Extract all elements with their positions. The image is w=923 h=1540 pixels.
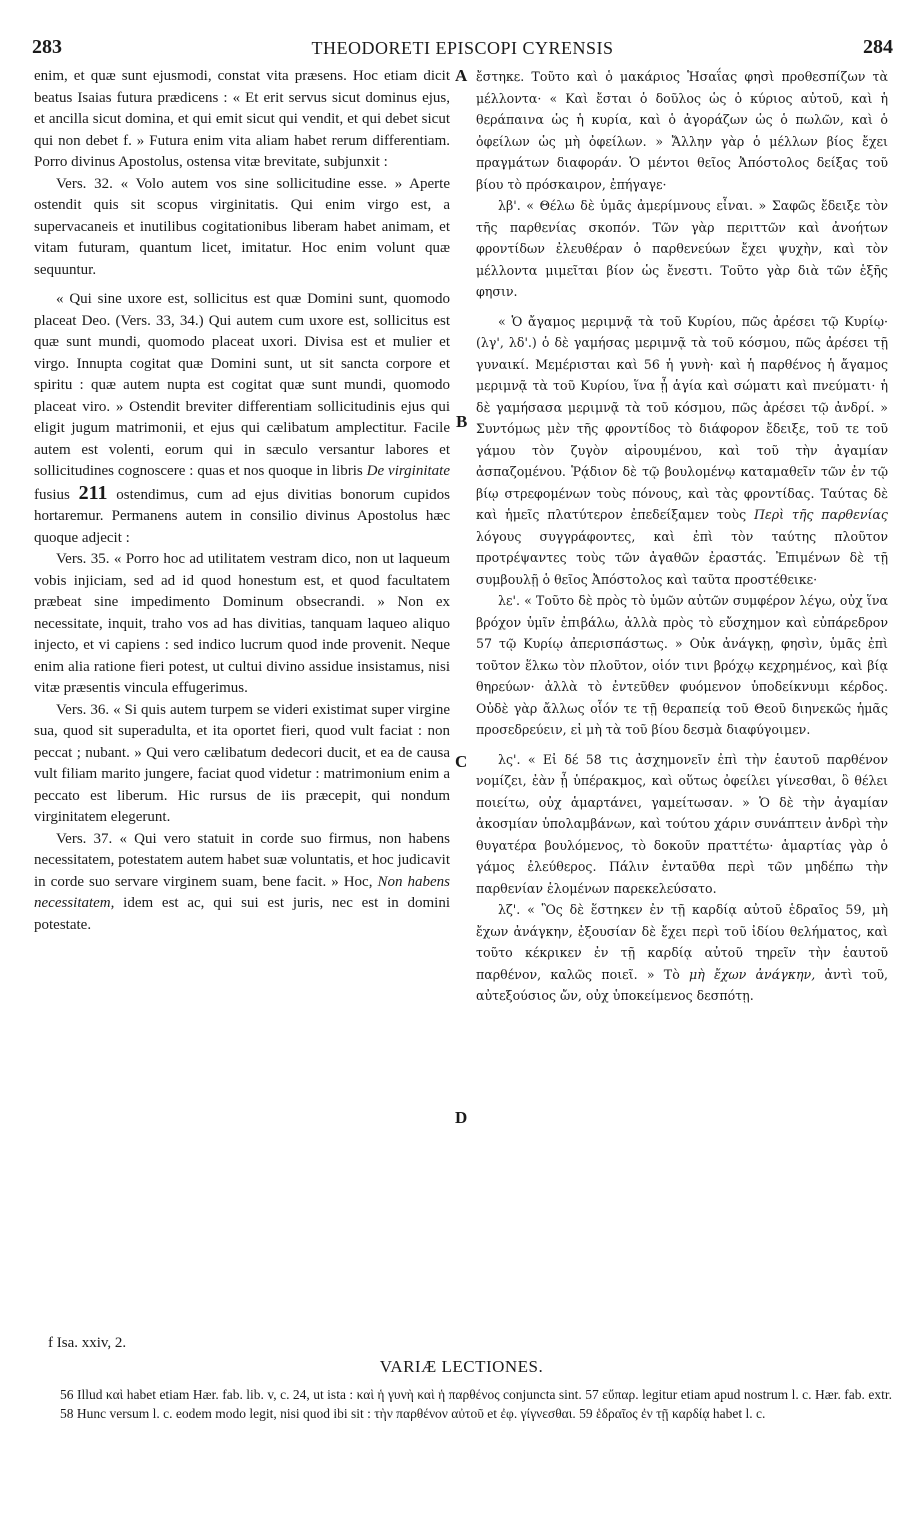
column-marker-c: C — [455, 752, 468, 771]
latin-paragraph-3-text-c: ostendimus, cum ad ejus divitias bonorum cupidos hortaremur. Permanens autem in consilio divinus Apostolus hæc quoque adjecit : — [34, 486, 451, 546]
de-virginitate-title: De virginitate — [366, 463, 450, 479]
latin-paragraph-2: Vers. 32. « Volo autem vos sine sollicitudine esse. » Aperte ostendit quis sit scopus virginitatis. Qui enim virgo est, a supervacaneis et inutilibus cogitationibus liberam habet animam, et vitam futuram, quantum licet, imitatur. Hoc enim volunt quæ sequuntur. — [34, 175, 450, 278]
column-marker-a: A — [455, 66, 468, 85]
peri-parthenias-title: Περὶ τῆς παρθενίας — [753, 507, 888, 522]
latin-paragraph-5: Vers. 36. « Si quis autem turpem se videri existimat super virgine sua, quod sit superadulta, et ita oportet fieri, quod vult faciat : non peccat ; nubant. » Qui vero cælibatum dedecori ducit, et ea de causa vult filiam marito jungere, faciat quod videtur : matrimonium enim a peccato est liberum. Hic rursus de iis præcepit, qui nondum virginitatem elegerunt. — [34, 701, 450, 825]
greek-paragraph-4: λε'. « Τοῦτο δὲ πρὸς τὸ ὑμῶν αὐτῶν συμφέρον λέγω, οὐχ ἵνα βρόχον ὑμῖν ἐπιβάλω, ἀλλὰ πρὸς τὸ εὔσχημον καὶ εὐπάρεδρον 57 τῷ Κυρίῳ ἀπερισπάστως. » Οὐκ ἀνάγκῃ, φησὶν, ὑμᾶς ἐπὶ τοῦτον ἕλκω τὸν πλοῦτον, οἱόν τινι βρόχῳ κεχρημένος, καὶ βίᾳ θηρεύων· ἀλλὰ τὸ ἐντεῦθεν φυόμενον ὑποδείκνυμι κέρδος. Οὐδὲ γὰρ ἄλλως οἷόν τε τῇ θεραπείᾳ τοῦ Θεοῦ διηνεκῶς ἡμᾶς προσεδρεύειν, εἰ μὴ τὰ τοῦ βίου δεσμὰ διαφύγοιμεν. — [476, 593, 888, 737]
variae-lectiones-notes: 56 Illud καὶ habet etiam Hær. fab. lib. v, c. 24, ut ista : καὶ ἡ γυνὴ καὶ ἡ παρθένος conjuncta sint. 57 εὔπαρ. legitur etiam apud nostrum l. c. Hær. fab. extr. 58 Hunc versum l. c. eodem modo legit, nisi quod ibi sit : τὴν παρθένον αὐτοῦ et ἐφ. γίγνεσθαι. 59 ἑδραῖος ἐν τῇ καρδίᾳ habet l. c. — [60, 1387, 892, 1421]
latin-paragraph-1: enim, et quæ sunt ejusmodi, constat vita præsens. Hoc etiam dicit beatus Isaias futura prædicens : « Et erit servus sicut dominus ejus, et ancilla sicut domina, et qui emit sicut qui vendit, et qui debet sicut qui non debet f. » Futura enim vita aliam habet rerum differentiam. Porro divinus Apostolus, ostensa vitæ brevitate, subjunxit : — [34, 68, 450, 170]
latin-paragraph-3-text: « Qui sine uxore est, sollicitus est quæ Domini sunt, quomodo placeat Deo. (Vers. 33, 34.) Qui autem cum uxore est, sollicitus est quæ sunt mundi, quomodo placeat uxori. Divisa est et mulier et virgo. Innupta cogitat quæ Domini sunt, ut sit sancta corpore et spiritu : quæ autem nupta est cogitat quæ sunt mundi, quomodo placeat viro. » Ostendit breviter differentiam sollicitudinis ejus qui eligit jugum matrimonii, et ejus qui cælibatum amplectitur. Facile autem est volenti, eorum qui in sæculo versantur labores et sollicitudines cognoscere : quas et nos quoque in libris — [34, 291, 450, 479]
latin-paragraph-6 — [34, 829, 450, 937]
column-number-211: 211 — [78, 481, 108, 504]
variae-lectiones-heading: VARIÆ LECTIONES. — [379, 1357, 544, 1376]
left-page-number: 283 — [32, 36, 62, 58]
latin-paragraph-4: Vers. 35. « Porro hoc ad utilitatem vestram dico, non ut laqueum vobis injiciam, sed ad id quod honestum est, et quod facultatem præbeat sine impedimento Dominum obsecrandi. » Non ex necessitate, inquit, traho vos ad has divitias, tanquam laqueo aliquo injecto, et vi capiens : sed indico lucrum quod inde provenit. Neque enim alia ratione fieri potest, ut cultui divino assidue insistamus, nisi vitæ præsentis vincula effugerimus. — [34, 551, 450, 696]
me-echon-italic: μὴ ἔχων ἀνάγκην, — [689, 966, 816, 982]
greek-paragraph-6 — [476, 899, 888, 1007]
latin-paragraph-3 — [34, 289, 450, 549]
greek-paragraph-5: λς'. « Εἰ δέ 58 τις ἀσχημονεῖν ἐπὶ τὴν ἑαυτοῦ παρθένον νομίζει, ἐὰν ᾖ ὑπέρακμος, καὶ οὕτως ὀφείλει γίνεσθαι, ὃ θέλει ποιείτω, οὐχ ἁμαρτάνει, γαμείτωσαν. » Ὁ δὲ τὴν ἀγαμίαν ἀκοσμίαν ὑπολαμβάνων, καὶ τούτου χάριν συνάπτειν ἀνδρὶ τὴν θυγατέρα βουλόμενος, τὸ δοκοῦν πραττέτω· ἁμαρτίας γὰρ ὁ γάμος ἐλεύθερος. Πάλιν ἐνταῦθα περὶ τῶν μηδέπω τὴν παρθενίαν ἑλομένων παρεκελεύσατο. — [476, 751, 888, 896]
latin-column — [34, 66, 450, 936]
greek-paragraph-3 — [476, 311, 888, 591]
latin-paragraph-3-text-b: fusius — [34, 486, 70, 503]
right-page-number: 284 — [863, 36, 893, 58]
greek-paragraph-2: λβ'. « Θέλω δὲ ὑμᾶς ἀμερίμνους εἶναι. » Σαφῶς ἔδειξε τὸν τῆς παρθενίας σκοπόν. Τῶν γὰρ περιττῶν καὶ ἀνοήτων φροντίδων ἐλευθέραν ὁ παρθενεύων ἔχει ψυχὴν, καὶ τὸν μέλλοντα μιμεῖται βίον ὡς ἔνεστι. Τοῦτο γὰρ διὰ τῶν ἑξῆς φησιν. — [476, 198, 888, 299]
non-habens-italic: Non habens necessitatem, — [34, 873, 450, 911]
latin-paragraph-6-text-b: idem est ac, qui sui est juris, nec est in domini potestate. — [34, 895, 451, 933]
running-title: THEODORETI EPISCOPI CYRENSIS — [311, 38, 614, 58]
greek-paragraph-3-text-b: λόγους συγγράφοντες, καὶ ἐπὶ τὸν ταύτης πλοῦτον προτρέψαντες τοὺς τῶν ἀγαθῶν ἐραστάς. Ἐπιμένων δὲ τῇ συμβουλῇ ὁ θεῖος Ἀπόστολος καὶ ταῦτα προστέθεικε· — [476, 528, 888, 587]
greek-column — [476, 66, 888, 1007]
greek-paragraph-6-text-b: ἀντὶ τοῦ, αὐτεξούσιος ὤν, οὐχ ὑποκείμενος δεσπότῃ. — [476, 966, 888, 1003]
column-marker-b: B — [456, 412, 468, 431]
running-header — [32, 36, 893, 62]
latin-paragraph-6-text: Vers. 37. « Qui vero statuit in corde suo firmus, non habens necessitatem, potestatem autem habet suæ voluntatis, et hoc judicavit in corde suo servare virginem suam, bene facit. » Hoc, — [34, 830, 450, 890]
column-marker-d: D — [455, 1108, 468, 1127]
greek-paragraph-6-text: λζ'. « Ὃς δὲ ἕστηκεν ἐν τῇ καρδίᾳ αὐτοῦ ἑδραῖος 59, μὴ ἔχων ἀνάγκην, ἐξουσίαν δὲ ἔχει περὶ τοῦ ἰδίου θελήματος, καὶ τοῦτο κέκρικεν ἐν τῇ καρδίᾳ αὐτοῦ τηρεῖν τὴν ἑαυτοῦ παρθένον, καλῶς ποιεῖ. » Τὸ — [476, 902, 888, 982]
greek-paragraph-1: ἔστηκε. Τοῦτο καὶ ὁ μακάριος Ἡσαΐας φησὶ προθεσπίζων τὰ μέλλοντα· « Καὶ ἔσται ὁ δοῦλος ὡς ὁ κύριος αὐτοῦ, καὶ ἡ θεράπαινα ὡς ἡ κυρία, καὶ ὁ ἀγοράζων ὡς ὁ πωλῶν, καὶ ὁ ὀφείλων ὡς μὴ ὀφείλων. » Ἄλλην γὰρ ὁ μέλλων βίος ἔχει πραγμάτων διαφοράν. Ὁ μέντοι θεῖος Ἀπόστολος δείξας τοῦ βίου τὸ πρόσκαιρον, ἐπήγαγε· — [476, 69, 888, 192]
footnote-f: f Isa. xxiv, 2. — [48, 1335, 127, 1351]
greek-paragraph-3-text: « Ὁ ἄγαμος μεριμνᾷ τὰ τοῦ Κυρίου, πῶς ἀρέσει τῷ Κυρίῳ· (λγ', λδ'.) ὁ δὲ γαμήσας μεριμνᾷ τὰ τοῦ κόσμου, πῶς ἀρέσει τῇ γυναικί. Μεμέρισται καὶ 56 ἡ γυνὴ· καὶ ἡ παρθένος ἡ ἄγαμος μεριμνᾷ τὰ τοῦ Κυρίου, ἵνα ᾖ ἁγία καὶ σώματι καὶ πνεύματι· ἡ δὲ γαμήσασα μεριμνᾷ τὰ τοῦ κόσμου, πῶς ἀρέσει τῷ ἀνδρί. » Συντόμως μὲν τῆς φροντίδος τὸ διάφορον ἔδειξε, τοῦ τε τοῦ γάμου τὸν ζυγὸν αἱρουμένου, καὶ τοῦ τὴν ἀγαμίαν ἀσπαζομένου. Ῥᾴδιον δὲ τῷ βουλομένῳ καταμαθεῖν τῶν ἐν τῷ βίῳ στρεφομένων τοὺς πόνους, καὶ τὰς φροντίδας. Ταύτας δὲ καὶ ἡμεῖς πλατύτερον ἐπεδείξαμεν τοὺς — [476, 313, 888, 522]
